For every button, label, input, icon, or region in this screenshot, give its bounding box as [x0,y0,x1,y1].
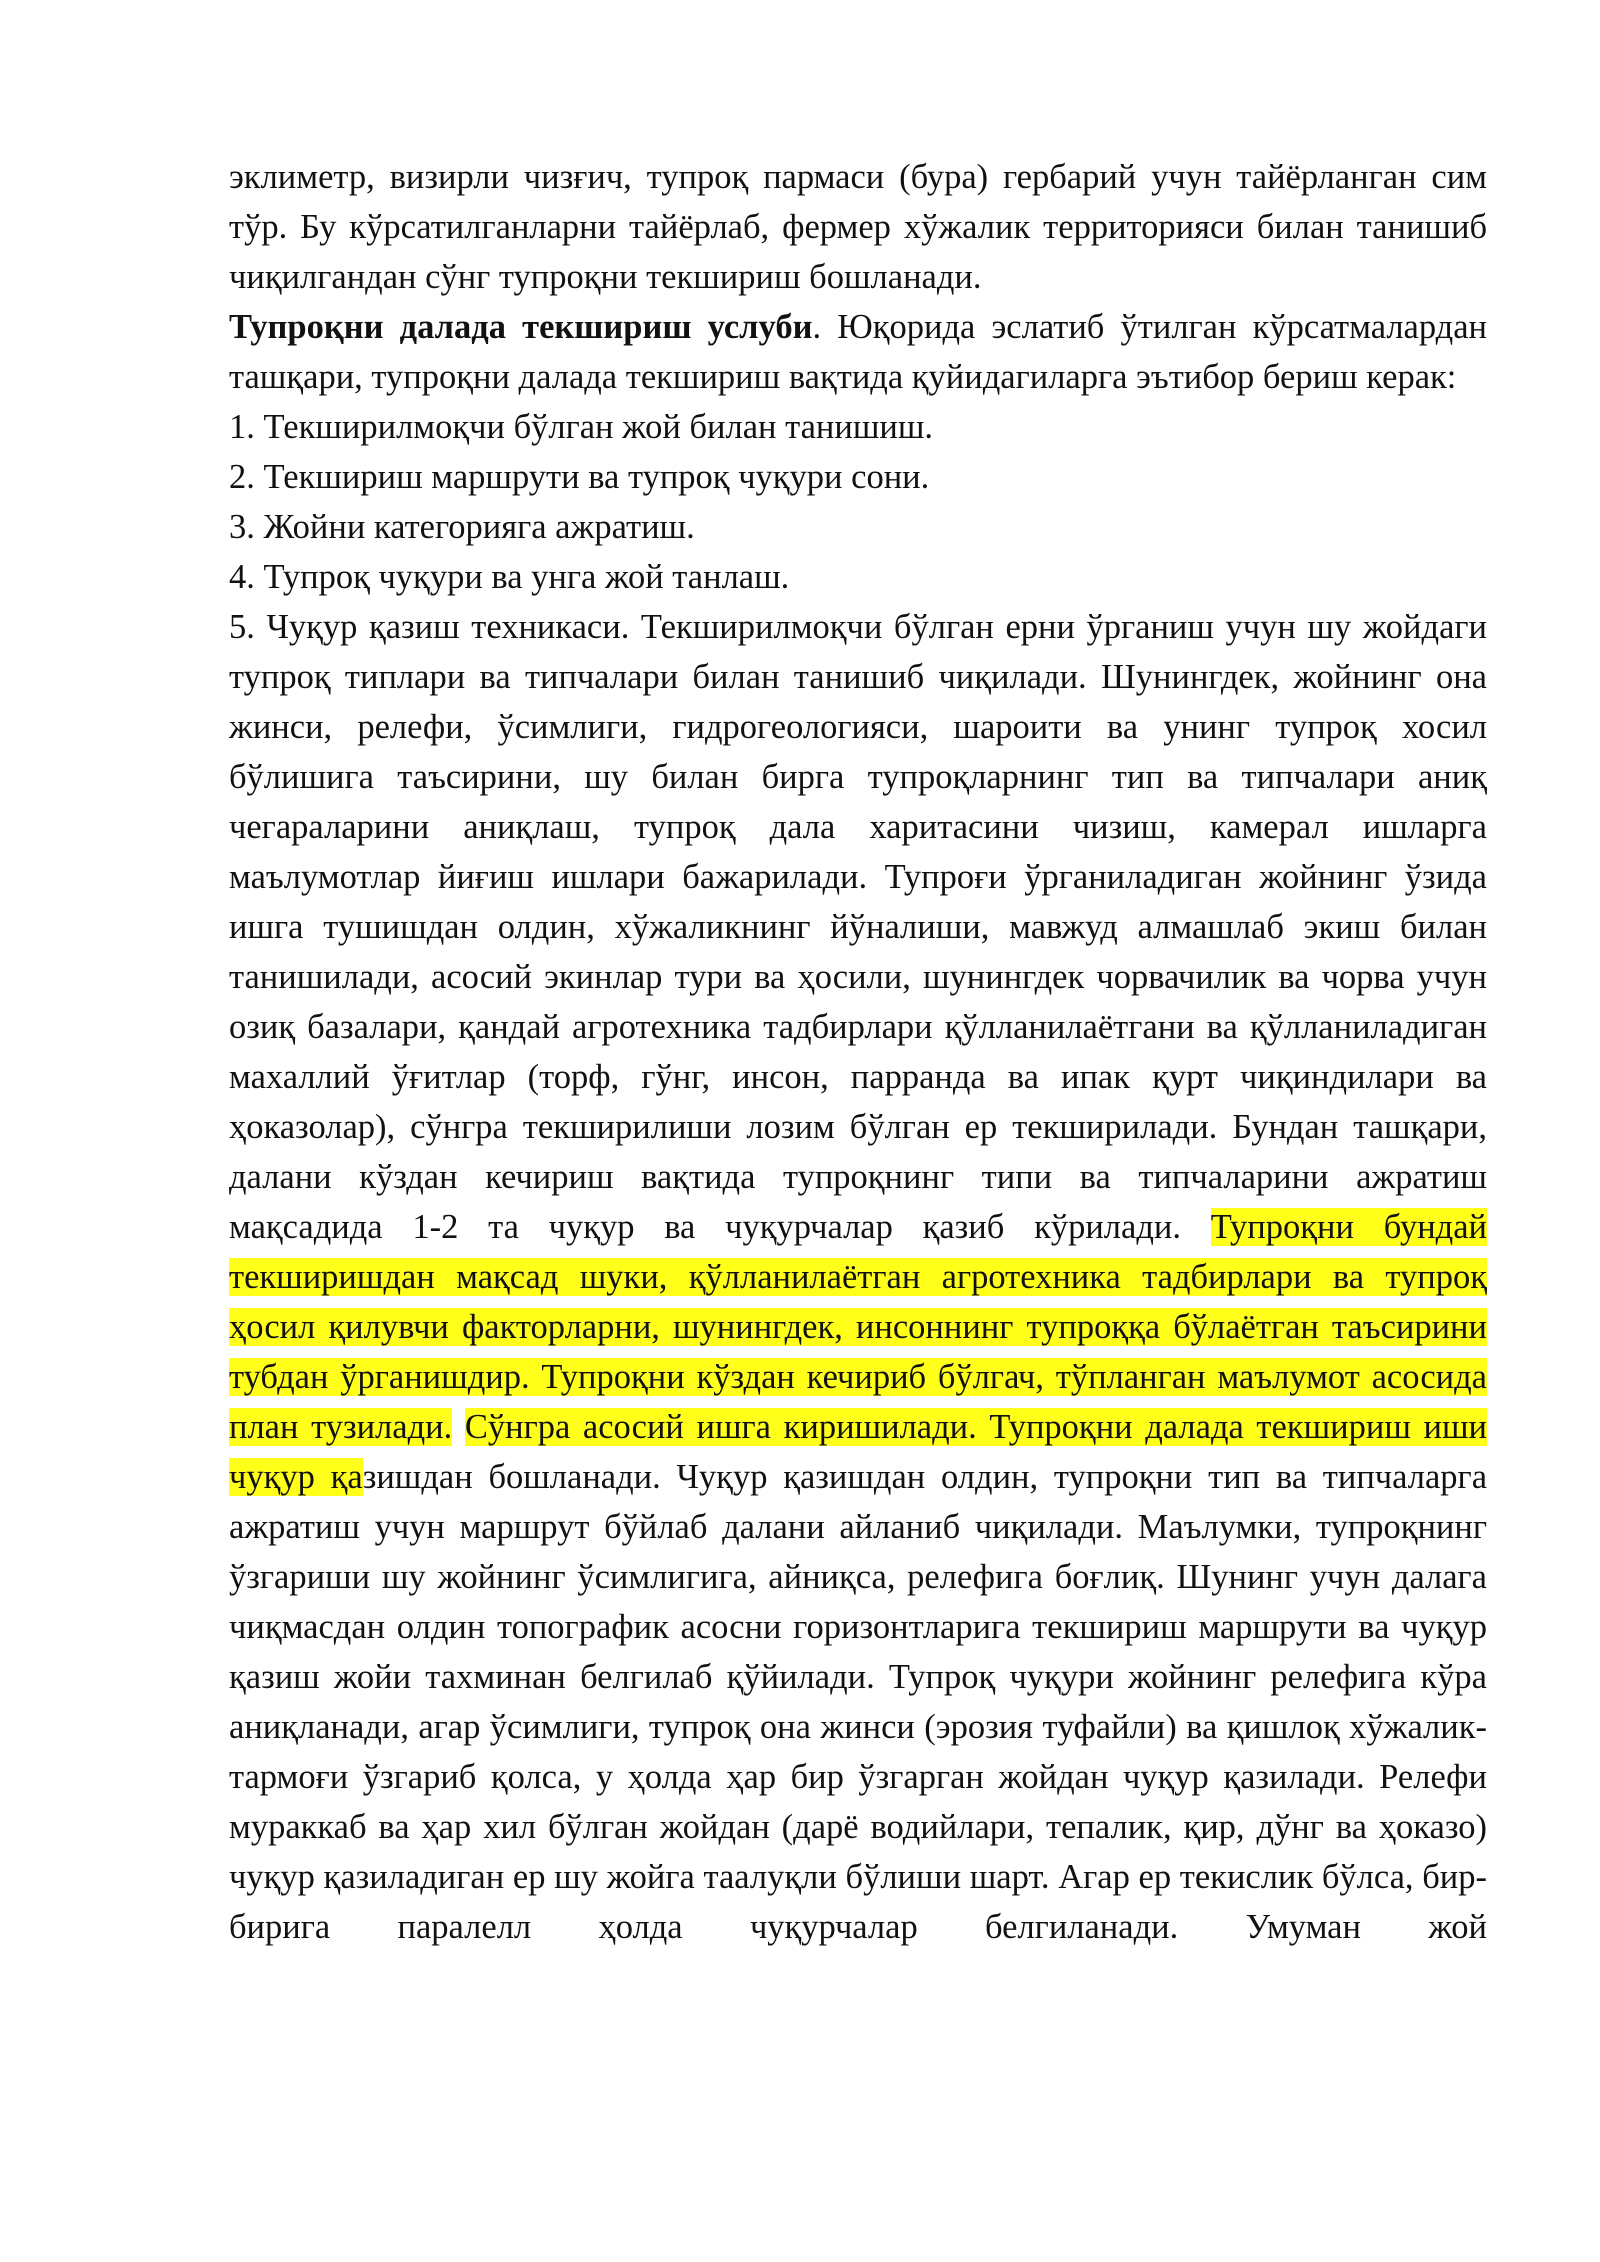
highlighted-text: Тупроқни бундай текширишдан мақсад шуки, қўлланилаётган агротехника тадбирлари ва тупроқ ҳосил қилувчи факторларни, шунингдек, инсоннинг тупроққа бўлаётган таъсирини тубдан ўрганишдир. Тупроқни кўздан кечириб бўлгач, тўпланган маълумот асосида план тузилади. [229,1208,1487,1446]
list-item [229,452,1487,502]
paragraph-intro [229,152,1487,302]
list-item [229,502,1487,552]
highlighted-text: Сўнгра асосий ишга киришилади. Тупроқни далада текшириш иши чуқур қа [229,1408,1488,1496]
paragraph-text: 5. Чуқур қазиш техникаси. Текширилмоқчи бўлган ерни ўрганиш учун шу жойдаги тупроқ типлари ва типчалари билан танишиб чиқилади. Шунингдек, жойнинг она жинси, релефи, ўсимлиги, гидрогеологияси, шароити ва унинг тупроқ хосил бўлишига таъсирини, шу билан бирга тупроқларнинг тип ва типчалари аниқ чегараларини аниқлаш, тупроқ дала харитасини чизиш, камерал ишларга маълумотлар йиғиш ишлари бажарилади. Тупроғи ўрганиладиган жойнинг ўзида ишга тушишдан олдин, хўжаликнинг йўналиши, мавжуд алмашлаб экиш билан танишилади, асосий экинлар тури ва ҳосили, шунингдек чорвачилик ва чорва учун озиқ базалари, қандай агротехника тадбирлари қўлланилаётгани ва қўлланиладиган махаллий ўғитлар (торф, гўнг, инсон, парранда ва ипак қурт чиқиндилари ва ҳоказолар), сўнгра текширилиши лозим бўлган ер текширилади. Бундан ташқари, далани кўздан кечириш вақтида тупроқнинг типи ва типчаларини ажратиш мақсадида 1-2 та чуқур ва чуқурчалар қазиб кўрилади. [229,608,1487,1246]
paragraph-intro-text: эклиметр, визирли чизғич, тупроқ пармаси (бура) гербарий учун тайёрланган сим тўр. Бу кўрсатилганларни тайёрлаб, фермер хўжалик территорияси билан танишиб чиқилгандан сўнг тупроқни текшириш бошланади. [229,158,1487,296]
list-item-text: 4. Тупроқ чуқури ва унга жой танлаш. [229,558,790,596]
list-item-text: 1. Текширилмоқчи бўлган жой билан танишиш. [229,408,934,446]
list-item-text: 3. Жойни категорияга ажратиш. [229,508,695,546]
list-item-5-paragraph [229,602,1487,1952]
paragraph-field-method-text: . Юқорида эслатиб ўтилган кўрсатмалардан ташқари, тупроқни далада текшириш вақтида қуйидагиларга эътибор бериш керак: [229,308,1487,396]
document-body [229,152,1487,1952]
list-item-text: 2. Текшириш маршрути ва тупроқ чуқури сони. [229,458,930,496]
list-item [229,552,1487,602]
list-item [229,402,1487,452]
paragraph-field-method [229,302,1487,402]
paragraph-text: зишдан бошланади. Чуқур қазишдан олдин, тупроқни тип ва типчаларга ажратиш учун маршрут бўйлаб далани айланиб чиқилади. Маълумки, тупроқнинг ўзгариши шу жойнинг ўсимлигига, айниқса, релефига боғлиқ. Шунинг учун далага чиқмасдан олдин топографик асосни горизонтларига текшириш маршрути ва чуқур қазиш жойи тахминан белгилаб қўйилади. Тупроқ чуқури жойнинг релефига кўра аниқланади, агар ўсимлиги, тупроқ она жинси (эрозия туфайли) ва қишлоқ хўжалик-тармоғи ўзгариб қолса, у ҳолда ҳар бир ўзгарган жойдан чуқур қазилади. Релефи мураккаб ва ҳар хил бўлган жойдан (дарё водийлари, тепалик, қир, дўнг ва ҳоказо) чуқур қазиладиган ер шу жойга таалуқли бўлиши шарт. Агар ер текислик бўлса, бир-бирига паралелл ҳолда чуқурчалар белгиланади. Умуман жой [229,1458,1488,1946]
paragraph-text-gap [452,1408,465,1446]
section-heading: Тупроқни далада текшириш услуби [229,308,813,346]
